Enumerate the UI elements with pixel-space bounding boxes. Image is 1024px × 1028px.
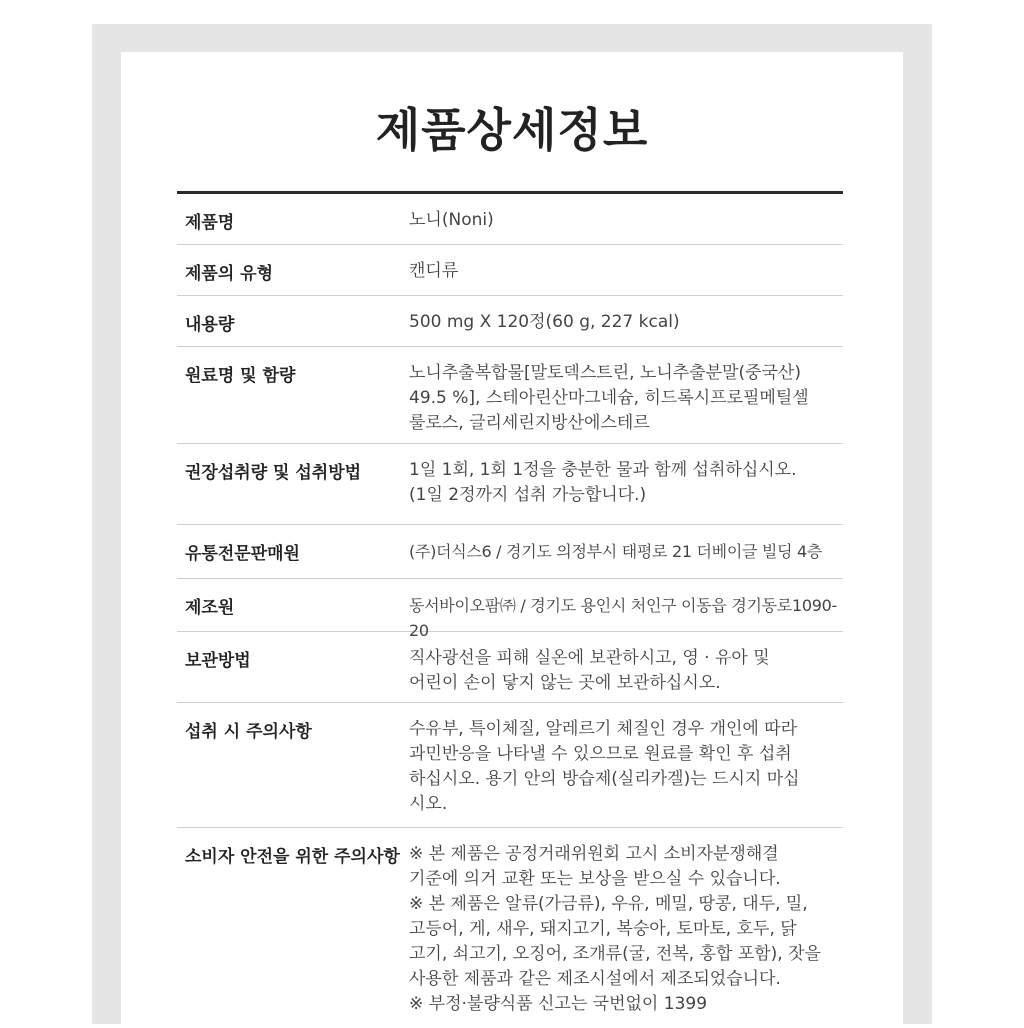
row-value: 노니(Noni)	[409, 210, 494, 230]
table-row	[177, 347, 843, 444]
row-label: 권장섭취량 및 섭취방법	[185, 463, 362, 483]
table-row	[177, 194, 843, 245]
row-value: 1일 1회, 1회 1정을 충분한 물과 함께 섭취하십시오. (1일 2정까지 섭취 가능합니다.)	[409, 460, 797, 505]
table-row	[177, 525, 843, 579]
page-title: 제품상세정보	[375, 103, 649, 157]
row-label: 제조원	[185, 598, 235, 618]
row-value: ※ 본 제품은 공정거래위원회 고시 소비자분쟁해결 기준에 의거 교환 또는 보상을 받으실 수 있습니다. ※ 본 제품은 알류(가금류), 우유, 메밀, 땅콩, 대두, 밀, 고등어, 게, 새우, 돼지고기, 복숭아, 토마토, 호두, 닭 고기, 쇠고기, 오징어, 조개류(굴, 전복, 홍합 포함), 잣을 사용한 제품과 같은 제조시설에서 제조되었습니다. ※ 부정·불량식품 신고는 국번없이 1399	[409, 844, 821, 1014]
table-row	[177, 632, 843, 703]
product-info-table	[177, 191, 843, 1028]
row-value: 노니추출복합물[말토덱스트린, 노니추출분말(중국산) 49.5 %], 스테아린산마그네슘, 히드록시프로필메틸셀 룰로스, 글리세린지방산에스테르	[409, 363, 809, 433]
row-label: 유통전문판매원	[185, 544, 300, 564]
row-label: 섭취 시 주의사항	[185, 722, 312, 742]
table-row	[177, 828, 843, 1028]
table-row	[177, 579, 843, 640]
row-label: 원료명 및 함량	[185, 366, 296, 386]
row-label: 보관방법	[185, 651, 251, 671]
row-value: 직사광선을 피해 실온에 보관하시고, 영 · 유아 및 어린이 손이 닿지 않는 곳에 보관하십시오.	[409, 648, 770, 693]
table-row	[177, 703, 843, 828]
row-value: (주)더식스6 / 경기도 의정부시 태평로 21 더베이글 빌딩 4층	[409, 542, 823, 561]
table-row	[177, 444, 843, 525]
row-label: 소비자 안전을 위한 주의사항	[185, 847, 400, 867]
table-row	[177, 296, 843, 347]
row-value: 동서바이오팜㈜ / 경기도 용인시 처인구 이동읍 경기동로1090-20	[409, 596, 837, 640]
row-value: 수유부, 특이체질, 알레르기 체질인 경우 개인에 따라 과민반응을 나타낼 수 있으므로 원료를 확인 후 섭취 하십시오. 용기 안의 방습제(실리카겔)는 드시지 마십 시오.	[409, 719, 800, 814]
row-label: 내용량	[185, 315, 235, 335]
row-value: 500 mg X 120정(60 g, 227 kcal)	[409, 312, 680, 332]
table-row	[177, 245, 843, 296]
product-info-card	[121, 52, 903, 1024]
row-value: 캔디류	[409, 261, 459, 281]
row-label: 제품명	[185, 213, 235, 233]
row-label: 제품의 유형	[185, 264, 274, 284]
